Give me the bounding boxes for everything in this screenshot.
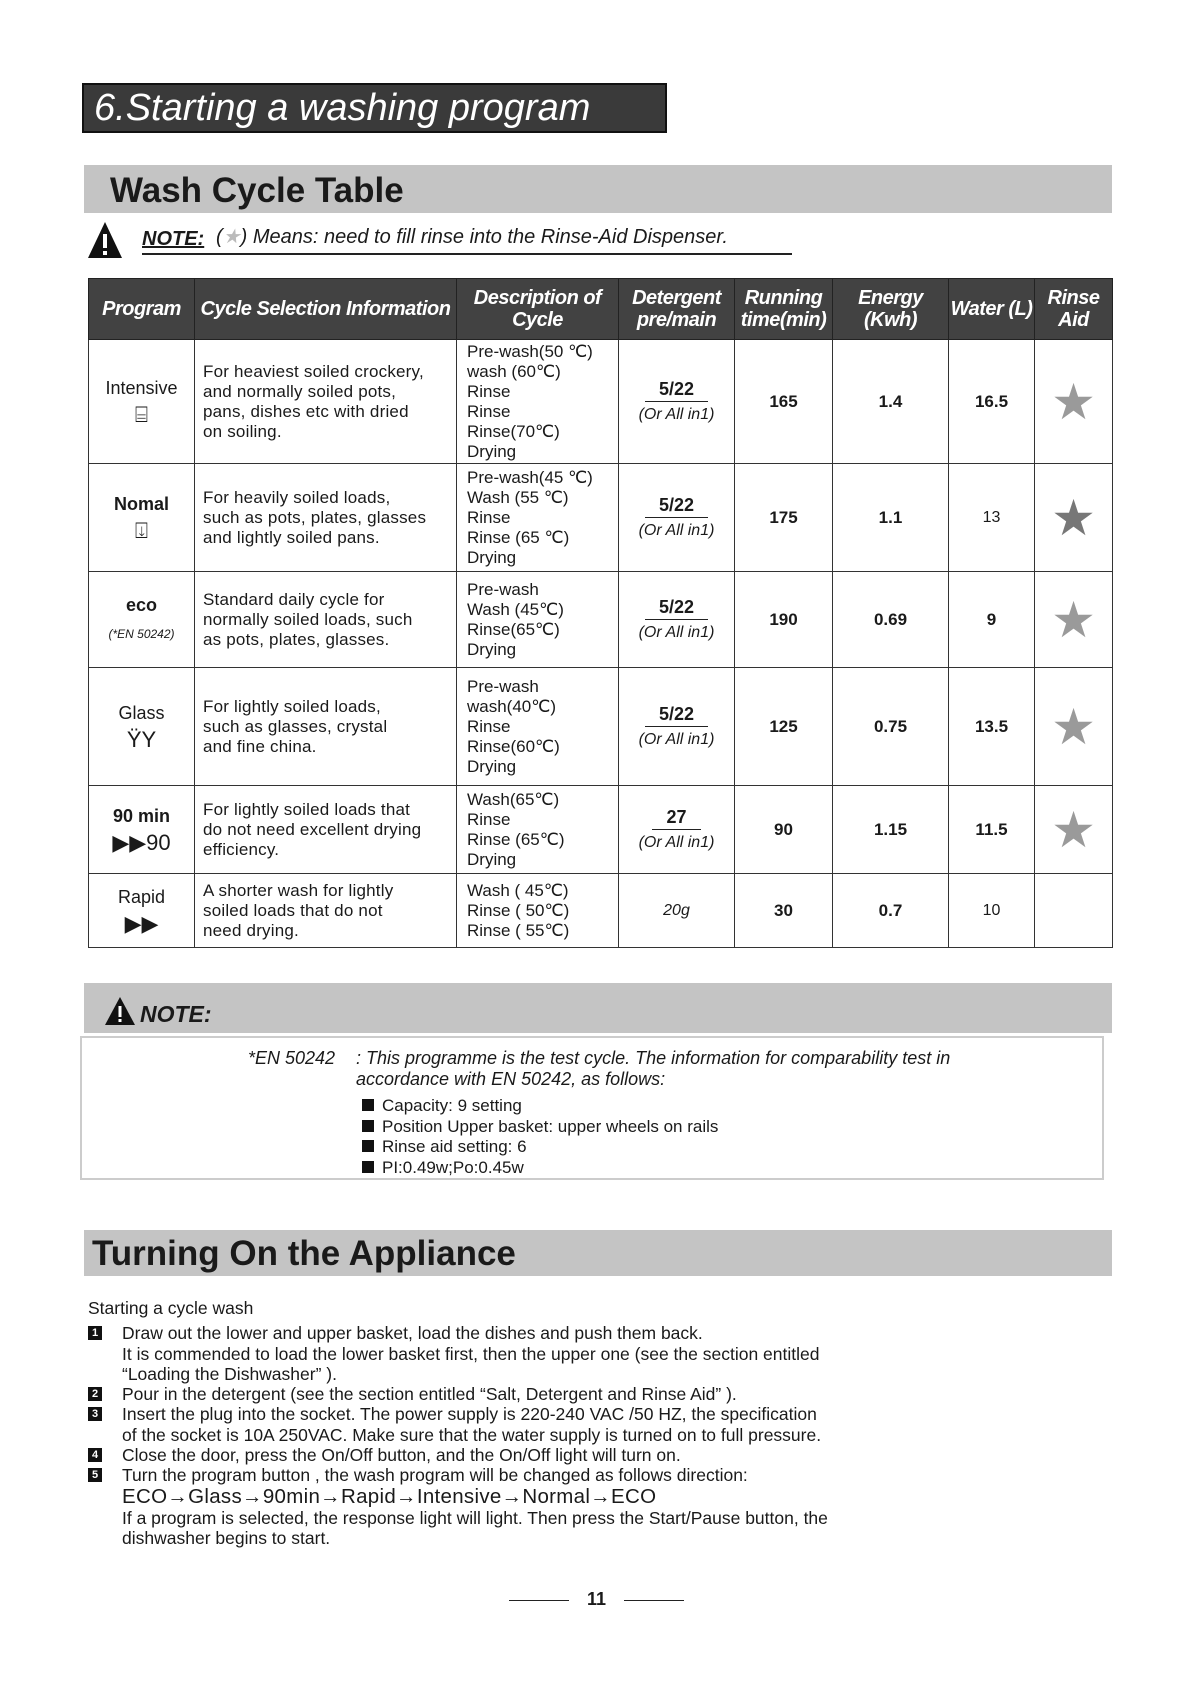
desc-line: wash(40℃): [467, 696, 557, 716]
note-text: (★) Means: need to fill rinse into the Rinse-Aid Dispenser.: [216, 226, 728, 248]
program-sequence: ECO→Glass→90min→Rapid→Intensive→Normal→ECO: [122, 1484, 657, 1508]
rinse-aid-cell: [1035, 668, 1113, 786]
info-line: Standard daily cycle for: [203, 589, 385, 609]
info-line: pans, dishes etc with dried: [203, 401, 409, 421]
table-row: [89, 340, 1113, 464]
rinse-aid-cell: [1035, 786, 1113, 874]
running-time-cell: 90: [735, 786, 833, 874]
desc-line: Wash ( 45℃): [467, 880, 569, 900]
running-time-cell: 175: [735, 464, 833, 572]
info-line: and normally soiled pots,: [203, 381, 397, 401]
info-line: For lightly soiled loads that: [203, 799, 411, 819]
desc-line: Pre-wash(45 ℃): [467, 467, 593, 487]
step-line: Insert the plug into the socket. The power supply is 220-240 VAC /50 HZ, the specification: [122, 1404, 817, 1425]
step-line: dishwasher begins to start.: [122, 1527, 331, 1548]
step-number: 3: [88, 1407, 102, 1421]
detergent-alt: (Or All in1): [638, 521, 715, 539]
detergent-cell: [619, 340, 735, 464]
step-number: 2: [88, 1387, 102, 1401]
info-line: For lightly soiled loads,: [203, 696, 381, 716]
wash-cycle-table: [88, 278, 1113, 948]
desc-line: Rinse: [467, 716, 511, 736]
energy-cell: 1.1: [833, 464, 949, 572]
rinse-aid-note: [86, 218, 792, 260]
list-item: Rinse aid setting: 6: [362, 1137, 718, 1158]
table-row: [89, 668, 1113, 786]
water-cell: 9: [949, 572, 1035, 668]
list-item: Capacity: 9 setting: [362, 1096, 718, 1117]
running-time-cell: 165: [735, 340, 833, 464]
step-number: 5: [88, 1468, 102, 1482]
page-number: 11: [0, 1589, 1193, 1610]
detergent-cell: [619, 572, 735, 668]
info-line: as pots, plates, glasses.: [203, 629, 390, 649]
table-header-row: [89, 279, 1113, 340]
info-line: A shorter wash for lightly: [203, 880, 394, 900]
info-line: such as pots, plates, glasses: [203, 507, 427, 527]
energy-cell: 1.4: [833, 340, 949, 464]
detergent-cell: [619, 668, 735, 786]
star-icon: ★: [222, 226, 241, 248]
desc-line: Drying: [467, 441, 517, 461]
info-line: For heaviest soiled crockery,: [203, 361, 424, 381]
table-row: [89, 464, 1113, 572]
program-name: Intensive: [105, 378, 178, 398]
desc-line: Drying: [467, 849, 517, 869]
detergent-amount: 5/22: [645, 495, 708, 518]
star-icon: ★: [1051, 591, 1096, 648]
program-cell: [89, 668, 195, 786]
info-line: efficiency.: [203, 839, 280, 859]
water-cell: 13: [949, 464, 1035, 572]
description-cell: [457, 464, 619, 572]
wash-cycle-header: [84, 165, 1112, 213]
program-name: eco: [125, 595, 158, 615]
desc-line: Drying: [467, 639, 517, 659]
desc-line: Pre-wash: [467, 676, 539, 696]
step-line: If a program is selected, the response light will light. Then press the Start/Pause button, the: [122, 1507, 828, 1528]
detergent-amount: 20g: [663, 902, 690, 919]
desc-line: wash (60℃): [467, 361, 561, 381]
cycle-info-cell: [195, 464, 457, 572]
detergent-alt: (Or All in1): [638, 623, 715, 641]
description-cell: [457, 786, 619, 874]
turning-on-title: Turning On the Appliance: [92, 1234, 516, 1273]
detergent-amount: 5/22: [645, 379, 708, 402]
desc-line: Rinse: [467, 507, 511, 527]
rinse-aid-cell: [1035, 464, 1113, 572]
step-number: 4: [88, 1448, 102, 1462]
water-cell: 16.5: [949, 340, 1035, 464]
step-item: [88, 1384, 1098, 1404]
energy-cell: 0.7: [833, 874, 949, 948]
cycle-info-cell: [195, 786, 457, 874]
table-row: [89, 786, 1113, 874]
steps-section: [88, 1298, 1098, 1548]
col-energy: Energy (Kwh): [833, 279, 949, 340]
standard-label: *EN 50242: [248, 1048, 336, 1068]
wash-cycle-title: Wash Cycle Table: [110, 171, 404, 210]
col-detergent: Detergent pre/main: [619, 279, 735, 340]
list-item: Position Upper basket: upper wheels on rails: [362, 1117, 718, 1138]
info-line: soiled loads that do not: [203, 900, 383, 920]
list-item: PI:0.49w;Po:0.45w: [362, 1158, 718, 1179]
pot-icon: ⌸: [134, 402, 149, 427]
desc-line: Rinse (65℃): [467, 829, 565, 849]
rinse-aid-cell: [1035, 340, 1113, 464]
step-item: [88, 1445, 1098, 1465]
detergent-cell: [619, 464, 735, 572]
desc-line: Pre-wash(50 ℃): [467, 341, 593, 361]
test-conditions-list: [362, 1096, 718, 1178]
program-name: Glass: [118, 703, 165, 723]
fast-forward-icon: ▶▶: [124, 911, 159, 936]
step-item: [88, 1404, 1098, 1445]
detergent-cell: [619, 786, 735, 874]
desc-line: Pre-wash: [467, 579, 539, 599]
program-cell: [89, 786, 195, 874]
running-time-cell: 125: [735, 668, 833, 786]
desc-line: Rinse ( 55℃): [467, 920, 570, 940]
pot-plate-icon: ⍗: [134, 518, 149, 543]
water-cell: 13.5: [949, 668, 1035, 786]
standard-text: : This programme is the test cycle. The information for comparability test in accordance with EN 50242, as follows:: [356, 1048, 951, 1089]
col-rinse-aid: Rinse Aid: [1035, 279, 1113, 340]
detergent-alt: (Or All in1): [638, 730, 715, 748]
detergent-cell: [619, 874, 735, 948]
program-cell: [89, 572, 195, 668]
desc-line: Rinse: [467, 809, 511, 829]
en50242-note-box: [80, 1036, 1104, 1180]
turning-on-header: [84, 1230, 1112, 1276]
step-line: Close the door, press the On/Off button, and the On/Off light will turn on.: [122, 1445, 681, 1466]
step-item: [88, 1465, 1098, 1548]
rinse-aid-cell: [1035, 572, 1113, 668]
desc-line: Rinse: [467, 381, 511, 401]
step-number: 1: [88, 1326, 102, 1340]
cycle-info-cell: [195, 340, 457, 464]
steps-intro: Starting a cycle wash: [88, 1298, 254, 1318]
description-cell: [457, 874, 619, 948]
table-row: [89, 874, 1113, 948]
energy-cell: 0.75: [833, 668, 949, 786]
desc-line: Wash (55 ℃): [467, 487, 569, 507]
water-cell: 10: [949, 874, 1035, 948]
desc-line: Wash(65℃): [467, 789, 560, 809]
note-label: NOTE:: [142, 228, 205, 250]
step-line: Pour in the detergent (see the section entitled “Salt, Detergent and Rinse Aid” ).: [122, 1384, 737, 1405]
description-cell: [457, 668, 619, 786]
star-icon: ★: [1051, 801, 1096, 858]
col-running-time: Running time(min): [735, 279, 833, 340]
warning-icon: [86, 220, 124, 260]
info-line: such as glasses, crystal: [203, 716, 388, 736]
desc-line: Rinse(65℃): [467, 619, 560, 639]
glass-icon: ŸΥ: [126, 727, 157, 752]
cycle-info-cell: [195, 668, 457, 786]
program-cell: [89, 464, 195, 572]
step-line: Turn the program button , the wash program will be changed as follows direction:: [122, 1465, 748, 1486]
info-line: and fine china.: [203, 736, 317, 756]
detergent-alt: (Or All in1): [638, 833, 715, 851]
step-line: “Loading the Dishwasher” ).: [122, 1363, 337, 1384]
program-name: Nomal: [113, 494, 169, 514]
desc-line: Wash (45℃): [467, 599, 564, 619]
desc-line: Drying: [467, 756, 517, 776]
program-name: 90 min: [112, 806, 171, 826]
energy-cell: 1.15: [833, 786, 949, 874]
info-line: normally soiled loads, such: [203, 609, 413, 629]
col-program: Program: [89, 279, 195, 340]
program-standard: (*EN 50242): [108, 627, 175, 641]
description-cell: [457, 572, 619, 668]
water-cell: 11.5: [949, 786, 1035, 874]
step-item: [88, 1323, 1098, 1384]
col-cycle-info: Cycle Selection Information: [195, 279, 457, 340]
note2-label: NOTE:: [140, 1001, 212, 1027]
star-icon: ★: [1051, 698, 1096, 755]
desc-line: Rinse (65 ℃): [467, 527, 570, 547]
description-cell: [457, 340, 619, 464]
desc-line: Rinse ( 50℃): [467, 900, 570, 920]
col-description: Description of Cycle: [457, 279, 619, 340]
detergent-amount: 27: [652, 807, 700, 830]
rinse-aid-cell: [1035, 874, 1113, 948]
desc-line: Rinse(70℃): [467, 421, 560, 441]
program-cell: [89, 340, 195, 464]
step-line: of the socket is 10A 250VAC. Make sure that the water supply is turned on to full pressure.: [122, 1424, 822, 1445]
running-time-cell: 30: [735, 874, 833, 948]
note2-label-wrap: [104, 996, 212, 1028]
energy-cell: 0.69: [833, 572, 949, 668]
cycle-info-cell: [195, 874, 457, 948]
table-row: [89, 572, 1113, 668]
star-icon: ★: [1051, 489, 1096, 546]
detergent-alt: (Or All in1): [638, 405, 715, 423]
program-cell: [89, 874, 195, 948]
step-line: Draw out the lower and upper basket, load the dishes and push them back.: [122, 1323, 703, 1344]
info-line: on soiling.: [203, 421, 282, 441]
desc-line: Drying: [467, 547, 517, 567]
note-header: [84, 983, 1112, 1033]
desc-line: Rinse: [467, 401, 511, 421]
warning-icon: [104, 996, 136, 1026]
detergent-amount: 5/22: [645, 597, 708, 620]
col-water: Water (L): [949, 279, 1035, 340]
step-line: It is commended to load the lower basket first, then the upper one (see the section entitled: [122, 1343, 820, 1364]
fast-forward-90-icon: ▶▶90: [112, 830, 171, 855]
star-icon: ★: [1051, 373, 1096, 430]
info-line: need drying.: [203, 920, 299, 940]
detergent-amount: 5/22: [645, 704, 708, 727]
info-line: For heavily soiled loads,: [203, 487, 391, 507]
program-name: Rapid: [117, 887, 166, 907]
running-time-cell: 190: [735, 572, 833, 668]
cycle-info-cell: [195, 572, 457, 668]
section-title: 6.Starting a washing program: [82, 83, 667, 133]
info-line: do not need excellent drying: [203, 819, 422, 839]
info-line: and lightly soiled pans.: [203, 527, 380, 547]
desc-line: Rinse(60℃): [467, 736, 560, 756]
